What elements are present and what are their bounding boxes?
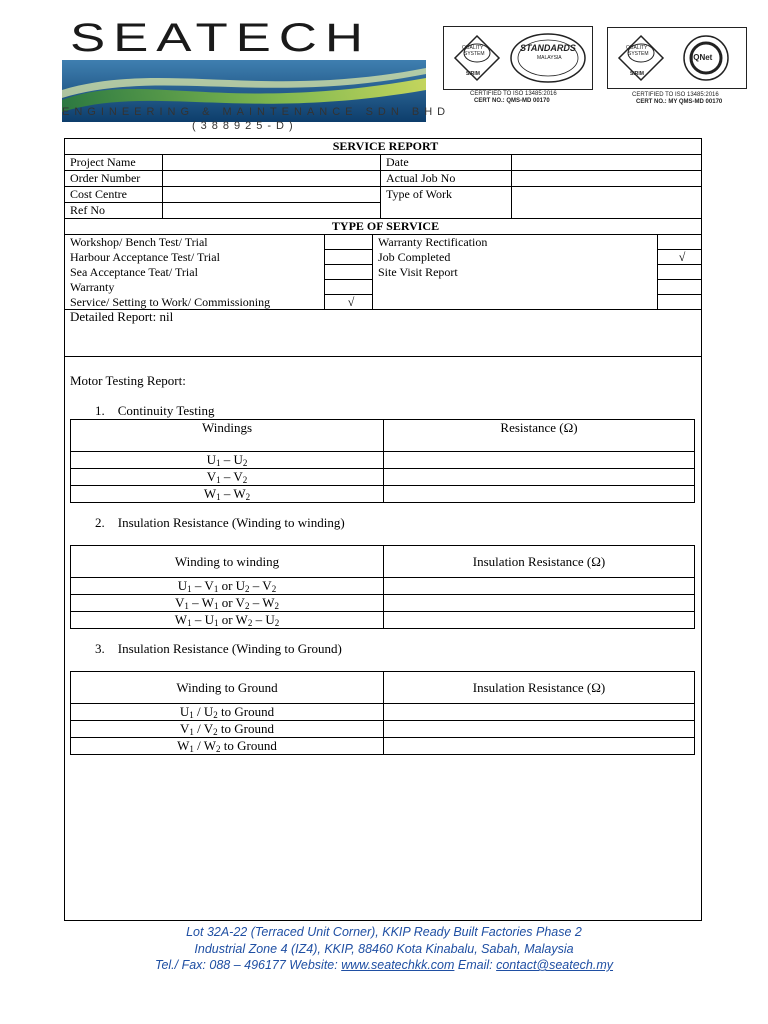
badge-text: IQNet [691, 53, 713, 62]
certification-number-1: CERT NO.: QMS-MD 00170 [474, 98, 550, 104]
email-link[interactable]: contact@seatech.my [496, 958, 614, 972]
badge-text: MALAYSIA [537, 55, 562, 61]
column-header: Insulation Resistance (Ω) [384, 546, 695, 578]
actual-job-no-field[interactable] [512, 171, 702, 187]
winding-label: $V_1 / V_2$ to Ground [71, 721, 384, 738]
date-field[interactable] [512, 155, 702, 171]
winding-label: $U_1 - V_1$ or $U_2 - V_2$ [71, 578, 384, 595]
winding-label: $U_1 / U_2$ to Ground [71, 704, 384, 721]
ref-no-field[interactable] [163, 203, 381, 219]
resistance-value[interactable] [384, 612, 695, 629]
company-subtitle: ENGINEERING & MAINTENANCE SDN BHD [62, 106, 451, 118]
service-checkbox[interactable] [658, 265, 702, 280]
badge-text: SIRIM [630, 71, 644, 77]
order-number-field[interactable] [163, 171, 381, 187]
field-label: Cost Centre [65, 187, 163, 203]
service-checkbox[interactable] [325, 280, 373, 295]
resistance-value[interactable] [384, 452, 695, 469]
email-label: Email: [454, 958, 497, 972]
address-line-2: Industrial Zone 4 (IZ4), KKIP, 88460 Kota Kinabalu, Sabah, Malaysia [194, 941, 574, 956]
continuity-testing-table [70, 419, 695, 503]
service-checkbox[interactable] [325, 265, 373, 280]
service-checkbox[interactable]: √ [658, 250, 702, 265]
website-link[interactable]: www.seatechkk.com [341, 958, 455, 972]
winding-label: $W_1 - W_2$ [71, 486, 384, 503]
tel-fax-text: Tel./ Fax: 088 – 496177 Website: [154, 958, 342, 972]
winding-to-ground-table [70, 671, 695, 755]
service-checkbox[interactable] [325, 250, 373, 265]
service-label: Job Completed [373, 250, 658, 265]
resistance-value[interactable] [384, 578, 695, 595]
service-report-table [64, 138, 702, 219]
type-of-service-table [64, 218, 702, 357]
field-label: Actual Job No [381, 171, 512, 187]
certification-text-2: CERTIFIED TO ISO 13485:2016 [632, 92, 719, 98]
badge-text: SIRIM [466, 71, 480, 77]
company-reg-no: (388925-D) [192, 120, 298, 132]
field-label: Type of Work [381, 187, 512, 219]
winding-to-winding-table [70, 545, 695, 629]
winding-label: $W_1 - U_1$ or $W_2 - U_2$ [71, 612, 384, 629]
badge-text: QUALITY [462, 45, 484, 51]
certification-number-2: CERT NO.: MY QMS-MD 00170 [636, 99, 723, 105]
motor-testing-heading: Motor Testing Report: [70, 373, 186, 388]
winding-label: $V_1 - W_1$ or $V_2 - W_2$ [71, 595, 384, 612]
winding-label: $W_1 / W_2$ to Ground [71, 738, 384, 755]
service-label: Service/ Setting to Work/ Commissioning [65, 295, 325, 310]
company-logo [62, 16, 451, 132]
resistance-value[interactable] [384, 738, 695, 755]
field-label: Project Name [65, 155, 163, 171]
service-label: Site Visit Report [373, 265, 658, 280]
contact-line [0, 957, 768, 974]
address-line-1: Lot 32A-22 (Terraced Unit Corner), KKIP Ready Built Factories Phase 2 [186, 925, 582, 939]
resistance-value[interactable] [384, 721, 695, 738]
badge-text: SYSTEM [628, 51, 649, 57]
section-title: 1. Continuity Testing [95, 403, 215, 418]
certification-text-1: CERTIFIED TO ISO 13485:2016 [470, 91, 557, 97]
service-checkbox[interactable] [658, 280, 702, 295]
column-header: Windings [71, 420, 384, 452]
column-header: Resistance (Ω) [384, 420, 695, 452]
section-title: 2. Insulation Resistance (Winding to winding) [95, 515, 345, 530]
column-header: Winding to Ground [71, 672, 384, 704]
badge-text: STANDARDS [520, 43, 576, 53]
service-checkbox[interactable] [658, 295, 702, 310]
certification-badge-2 [607, 27, 747, 89]
section-title: 3. Insulation Resistance (Winding to Ground) [95, 641, 342, 656]
project-name-field[interactable] [163, 155, 381, 171]
cost-centre-field[interactable] [163, 187, 381, 203]
service-label: Harbour Acceptance Test/ Trial [65, 250, 325, 265]
winding-label: $V_1 - V_2$ [71, 469, 384, 486]
service-checkbox[interactable]: √ [325, 295, 373, 310]
column-header: Insulation Resistance (Ω) [384, 672, 695, 704]
service-label: Warranty [65, 280, 325, 295]
service-checkbox[interactable] [658, 235, 702, 250]
certification-badge-1 [443, 26, 593, 90]
service-label: Sea Acceptance Teat/ Trial [65, 265, 325, 280]
resistance-value[interactable] [384, 486, 695, 503]
resistance-value[interactable] [384, 469, 695, 486]
badge-text: SYSTEM [464, 51, 485, 57]
field-label: Date [381, 155, 512, 171]
resistance-value[interactable] [384, 595, 695, 612]
type-of-service-title: TYPE OF SERVICE [65, 219, 702, 235]
field-label: Order Number [65, 171, 163, 187]
service-label: Workshop/ Bench Test/ Trial [65, 235, 325, 250]
field-label: Ref No [65, 203, 163, 219]
detailed-report: Detailed Report: nil [65, 310, 702, 357]
service-label: Warranty Rectification [373, 235, 658, 250]
service-report-title: SERVICE REPORT [65, 139, 702, 155]
badge-text: QUALITY [626, 45, 648, 51]
company-name: SEATECH [70, 16, 371, 60]
service-checkbox[interactable] [325, 235, 373, 250]
winding-label: $U_1 - U_2$ [71, 452, 384, 469]
column-header: Winding to winding [71, 546, 384, 578]
footer-address [0, 924, 768, 974]
type-of-work-field[interactable] [512, 187, 702, 219]
resistance-value[interactable] [384, 704, 695, 721]
